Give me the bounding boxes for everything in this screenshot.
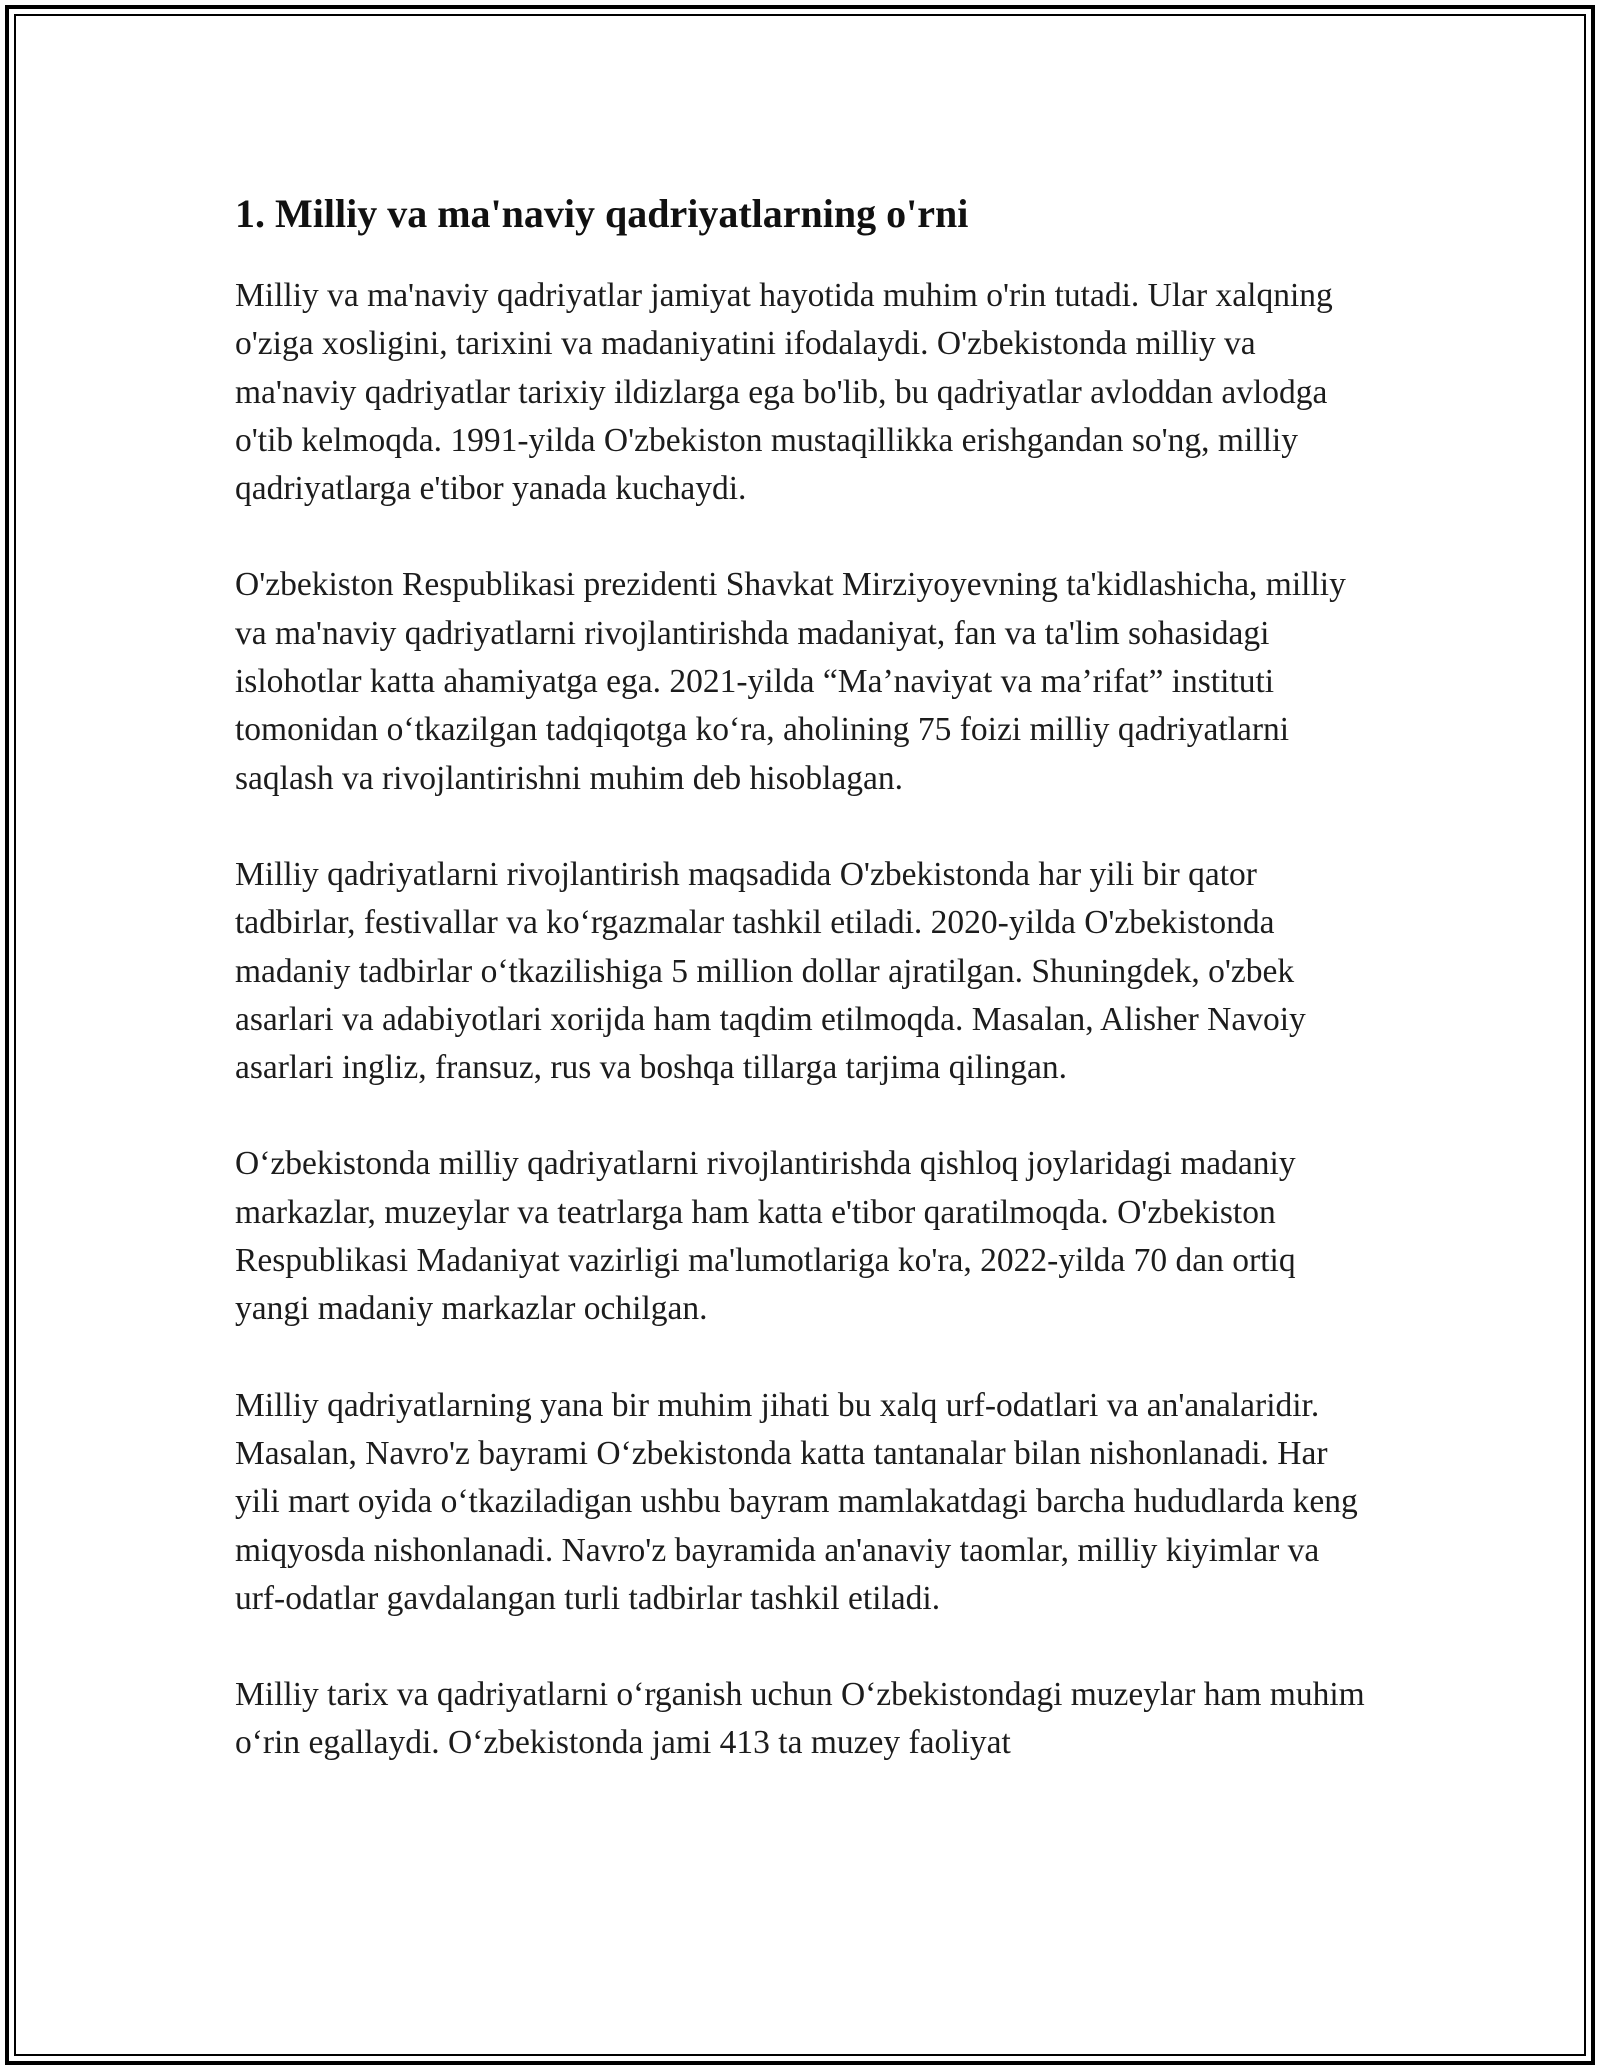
paragraph-1: Milliy va ma'naviy qadriyatlar jamiyat hayotida muhim o'rin tutadi. Ular xalqning o'ziga xosligini, tarixini va madaniyatini ifodalaydi. O'zbekistonda milliy va ma'naviy qadriyatlar tarixiy ildizlarga ega bo'lib, bu qadriyatlar avloddan avlodga o'tib kelmoqda. 1991-yilda O'zbekiston mustaqillikka erishgandan so'ng, milliy qadriyatlarga e'tibor yanada kuchaydi. — [235, 277, 1333, 508]
paragraph-2: O'zbekiston Respublikasi prezidenti Shavkat Mirziyoyevning ta'kidlashicha, milliy va ma'naviy qadriyatlarni rivojlantirishda madaniyat, fan va ta'lim sohasidagi islohotlar katta ahamiyatga ega. 2021-yilda “Ma’naviyat va ma’rifat” instituti tomonidan o‘tkazilgan tadqiqotga ko‘ra, aholining 75 foizi milliy qadriyatlarni saqlash va rivojlantirishni muhim deb hisoblagan. — [235, 566, 1346, 797]
paragraph-5: Milliy qadriyatlarning yana bir muhim jihati bu xalq urf-odatlari va an'analaridir. Masalan, Navro'z bayrami O‘zbekistonda katta tantanalar bilan nishonlanadi. Har yili mart oyida o‘tkaziladigan ushbu bayram mamlakatdagi barcha hududlarda keng miqyosda nishonlanadi. Navro'z bayramida an'anaviy taomlar, milliy kiyimlar va urf-odatlar gavdalangan turli tadbirlar tashkil etiladi. — [235, 1386, 1358, 1617]
paragraph-4: O‘zbekistonda milliy qadriyatlarni rivojlantirishda qishloq joylaridagi madaniy markazlar, muzeylar va teatrlarga ham katta e'tibor qaratilmoqda. O'zbekiston Respublikasi Madaniyat vazirligi ma'lumotlariga ko'ra, 2022-yilda 70 dan ortiq yangi madaniy markazlar ochilgan. — [235, 1145, 1296, 1328]
paragraph-6: Milliy tarix va qadriyatlarni o‘rganish uchun O‘zbekistondagi muzeylar ham muhim o‘rin egallaydi. O‘zbekistonda jami 413 ta muzey faoliyat — [235, 1676, 1365, 1762]
document-body — [235, 186, 1375, 1816]
paragraph-3: Milliy qadriyatlarni rivojlantirish maqsadida O'zbekistonda har yili bir qator tadbirlar, festivallar va ko‘rgazmalar tashkil etiladi. 2020-yilda O'zbekistonda madaniy tadbirlar o‘tkazilishiga 5 million dollar ajratilgan. Shuningdek, o'zbek asarlari va adabiyotlari xorijda ham taqdim etilmoqda. Masalan, Alisher Navoiy asarlari ingliz, fransuz, rus va boshqa tillarga tarjima qilingan. — [235, 855, 1306, 1087]
section-heading: 1. Milliy va ma'naviy qadriyatlarning o'rni — [235, 191, 969, 236]
